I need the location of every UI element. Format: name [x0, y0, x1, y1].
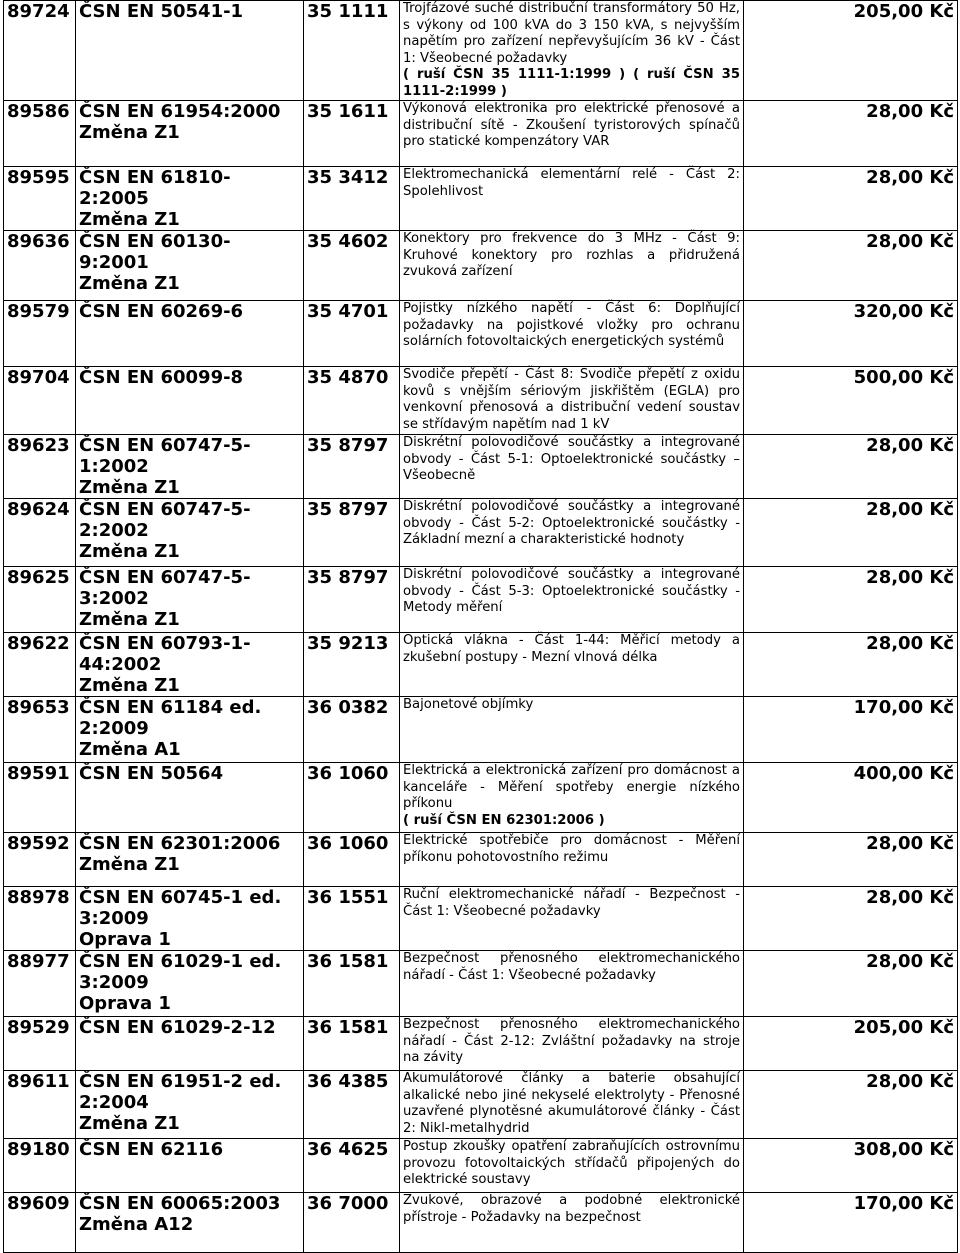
classification-code: 35 1611: [304, 101, 400, 167]
standard-title-text: Diskrétní polovodičové součástky a integrované obvody - Část 5-3: Optoelektronické součástky - Metody měření: [403, 567, 740, 615]
classification-code: 36 1060: [304, 763, 400, 833]
table-row: [4, 833, 958, 887]
classification-code: 36 1060: [304, 833, 400, 887]
standard-designation: [76, 1071, 304, 1139]
table-row: [4, 167, 958, 231]
standard-title: [400, 499, 744, 567]
standard-designation: [76, 951, 304, 1017]
standard-title-text: Bezpečnost přenosného elektromechanického nářadí - Část 2-12: Zvláštní požadavky na stroje na závity: [403, 1017, 740, 1065]
standard-title-text: Bajonetové objímky: [403, 697, 534, 712]
standard-title-text: Elektrické spotřebiče pro domácnost - Měření příkonu pohotovostního režimu: [403, 833, 740, 865]
standard-designation-line: ČSN EN 60747-5-: [79, 567, 251, 588]
catalog-number: 89623: [4, 435, 76, 499]
price: 308,00 Kč: [744, 1139, 958, 1193]
standard-title: [400, 231, 744, 301]
standard-designation-line: ČSN EN 61029-1 ed.: [79, 951, 282, 972]
standard-title: [400, 633, 744, 697]
table-row: [4, 1139, 958, 1193]
table-row: [4, 435, 958, 499]
standard-designation-line: Změna A1: [79, 739, 181, 760]
standard-title-text: Elektromechanická elementární relé - Část 2: Spolehlivost: [403, 167, 740, 199]
price: 28,00 Kč: [744, 833, 958, 887]
catalog-number: 88977: [4, 951, 76, 1017]
standard-designation-line: ČSN EN 61184 ed.: [79, 697, 262, 718]
standard-designation-line: Změna Z1: [79, 609, 180, 630]
standards-table-body: [4, 1, 958, 1253]
catalog-number: 89592: [4, 833, 76, 887]
table-row: [4, 633, 958, 697]
price: 28,00 Kč: [744, 887, 958, 951]
standard-designation-line: ČSN EN 61951-2 ed.: [79, 1071, 282, 1092]
table-row: [4, 1071, 958, 1139]
price: 170,00 Kč: [744, 1193, 958, 1253]
classification-code: 36 1581: [304, 1017, 400, 1071]
catalog-number: 89529: [4, 1017, 76, 1071]
replacement-note: ( ruší ČSN 35 1111-1:1999 ) ( ruší ČSN 35 1111-2:1999 ): [403, 67, 740, 99]
standard-designation: [76, 697, 304, 763]
price: 28,00 Kč: [744, 1071, 958, 1139]
price: 500,00 Kč: [744, 367, 958, 435]
standard-title-text: Výkonová elektronika pro elektrické přenosové a distribuční sítě - Zkoušení tyristorových spínačů pro statické kompenzátory VAR: [403, 101, 740, 149]
standard-designation-line: 44:2002: [79, 654, 162, 675]
standard-designation-line: ČSN EN 60747-5-: [79, 499, 251, 520]
standard-designation-line: 2:2002: [79, 520, 149, 541]
standard-designation-line: Změna Z1: [79, 675, 180, 696]
standard-designation-line: ČSN EN 60269-6: [79, 301, 244, 322]
standard-designation: [76, 763, 304, 833]
standard-designation-line: Změna Z1: [79, 854, 180, 875]
classification-code: 35 9213: [304, 633, 400, 697]
standard-designation-line: ČSN EN 60747-5-: [79, 435, 251, 456]
standard-title-text: Bezpečnost přenosného elektromechanického nářadí - Část 1: Všeobecné požadavky: [403, 951, 740, 983]
standard-designation-line: Změna Z1: [79, 477, 180, 498]
price: 28,00 Kč: [744, 101, 958, 167]
catalog-number: 89595: [4, 167, 76, 231]
classification-code: 35 4870: [304, 367, 400, 435]
price: 28,00 Kč: [744, 435, 958, 499]
table-row: [4, 1, 958, 101]
standard-title: [400, 833, 744, 887]
standard-designation: [76, 367, 304, 435]
standard-title: [400, 301, 744, 367]
standard-title-text: Ruční elektromechanické nářadí - Bezpečnost - Část 1: Všeobecné požadavky: [403, 887, 740, 919]
price: 205,00 Kč: [744, 1017, 958, 1071]
catalog-number: 88978: [4, 887, 76, 951]
standard-designation: [76, 887, 304, 951]
standard-designation: [76, 567, 304, 633]
standard-title-text: Optická vlákna - Část 1-44: Měřicí metody a zkušební postupy - Mezní vlnová délka: [403, 633, 740, 665]
standard-title: [400, 367, 744, 435]
standard-designation-line: Změna A12: [79, 1214, 194, 1235]
table-row: [4, 1017, 958, 1071]
catalog-number: 89586: [4, 101, 76, 167]
catalog-number: 89653: [4, 697, 76, 763]
price: 28,00 Kč: [744, 633, 958, 697]
standard-title-text: Diskrétní polovodičové součástky a integrované obvody - Část 5-1: Optoelektronické součástky – Všeobecně: [403, 435, 740, 483]
classification-code: 35 8797: [304, 567, 400, 633]
price: 205,00 Kč: [744, 1, 958, 101]
standard-title-text: Konektory pro frekvence do 3 MHz - Část 9: Kruhové konektory pro rozhlas a přidružená zvuková zařízení: [403, 231, 740, 279]
standard-title-text: Zvukové, obrazové a podobné elektronické přístroje - Požadavky na bezpečnost: [403, 1193, 740, 1225]
standard-designation-line: 1:2002: [79, 456, 149, 477]
standard-designation-line: 9:2001: [79, 252, 149, 273]
catalog-number: 89611: [4, 1071, 76, 1139]
standard-designation: [76, 231, 304, 301]
standard-title: [400, 951, 744, 1017]
standard-designation: [76, 435, 304, 499]
standard-designation-line: 3:2002: [79, 588, 149, 609]
standard-designation-line: 3:2009: [79, 972, 149, 993]
replacement-note: ( ruší ČSN EN 62301:2006 ): [403, 812, 605, 828]
catalog-number: 89704: [4, 367, 76, 435]
classification-code: 36 7000: [304, 1193, 400, 1253]
standard-designation-line: Oprava 1: [79, 929, 171, 950]
standard-designation-line: ČSN EN 62301:2006: [79, 833, 281, 854]
standard-title: [400, 1139, 744, 1193]
table-row: [4, 887, 958, 951]
catalog-number: 89180: [4, 1139, 76, 1193]
classification-code: 35 3412: [304, 167, 400, 231]
standard-designation-line: 2:2004: [79, 1092, 149, 1113]
catalog-number: 89609: [4, 1193, 76, 1253]
standard-designation-line: ČSN EN 50564: [79, 763, 224, 784]
catalog-number: 89624: [4, 499, 76, 567]
classification-code: 36 0382: [304, 697, 400, 763]
standard-designation-line: ČSN EN 50541-1: [79, 1, 244, 22]
standards-table: [3, 0, 958, 1253]
price: 28,00 Kč: [744, 167, 958, 231]
catalog-number: 89579: [4, 301, 76, 367]
table-row: [4, 367, 958, 435]
standard-designation-line: ČSN EN 60065:2003: [79, 1193, 281, 1214]
standard-designation: [76, 1193, 304, 1253]
standard-title: [400, 567, 744, 633]
standard-title-text: Pojistky nízkého napětí - Část 6: Doplňující požadavky na pojistkové vložky pro ochranu solárních fotovoltaických energetických systémů: [403, 301, 740, 349]
price: 28,00 Kč: [744, 231, 958, 301]
catalog-number: 89724: [4, 1, 76, 101]
standard-designation-line: Změna Z1: [79, 273, 180, 294]
standard-designation: [76, 833, 304, 887]
catalog-number: 89636: [4, 231, 76, 301]
standard-title: [400, 697, 744, 763]
standard-title-text: Postup zkoušky opatření zabraňujících ostrovnímu provozu fotovoltaických střídačů připojených do elektrické soustavy: [403, 1139, 740, 1187]
classification-code: 35 8797: [304, 499, 400, 567]
standard-designation-line: 2:2005: [79, 188, 149, 209]
classification-code: 36 4625: [304, 1139, 400, 1193]
standard-designation-line: ČSN EN 60745-1 ed.: [79, 887, 282, 908]
standard-title: [400, 887, 744, 951]
standard-title: [400, 1193, 744, 1253]
table-row: [4, 951, 958, 1017]
standard-designation: [76, 101, 304, 167]
standard-title-text: Svodiče přepětí - Část 8: Svodiče přepětí z oxidu kovů s vnějším sériovým jiskřištěm (EGLA) pro venkovní přenosová a distribuční vedení soustav se střídavým napětím nad 1 kV: [403, 367, 740, 432]
classification-code: 35 4701: [304, 301, 400, 367]
table-row: [4, 567, 958, 633]
standard-designation: [76, 167, 304, 231]
standard-title: [400, 1017, 744, 1071]
standard-designation-line: ČSN EN 62116: [79, 1139, 224, 1160]
price: 170,00 Kč: [744, 697, 958, 763]
classification-code: 36 4385: [304, 1071, 400, 1139]
standard-designation-line: Změna Z1: [79, 122, 180, 143]
price: 320,00 Kč: [744, 301, 958, 367]
standard-title-text: Akumulátorové články a baterie obsahující alkalické nebo jiné nekyselé elektrolyty - Přenosné uzavřené plynotěsné akumulátorové články - Část 2: Nikl-metalhydrid: [403, 1071, 740, 1136]
standard-designation: [76, 633, 304, 697]
standard-designation: [76, 1139, 304, 1193]
standard-title-text: Trojfázové suché distribuční transformátory 50 Hz, s výkony od 100 kVA do 3 150 kVA, s nejvyšším napětím pro zařízení nepřevyšujícím 36 kV - Část 1: Všeobecné požadavky: [403, 1, 740, 66]
standard-title-text: Elektrická a elektronická zařízení pro domácnost a kanceláře - Měření spotřeby energie nízkého příkonu: [403, 763, 740, 811]
classification-code: 35 4602: [304, 231, 400, 301]
table-row: [4, 499, 958, 567]
standard-designation-line: Změna Z1: [79, 1113, 180, 1134]
price: 28,00 Kč: [744, 951, 958, 1017]
catalog-number: 89625: [4, 567, 76, 633]
standard-title: [400, 1071, 744, 1139]
table-row: [4, 231, 958, 301]
standard-title: [400, 101, 744, 167]
standard-designation: [76, 499, 304, 567]
table-row: [4, 101, 958, 167]
classification-code: 35 1111: [304, 1, 400, 101]
table-row: [4, 1193, 958, 1253]
standard-designation-line: ČSN EN 60130-: [79, 231, 231, 252]
catalog-number: 89622: [4, 633, 76, 697]
standard-title-text: Diskrétní polovodičové součástky a integrované obvody - Část 5-2: Optoelektronické součástky - Základní mezní a charakteristické hodnoty: [403, 499, 740, 547]
classification-code: 36 1551: [304, 887, 400, 951]
standard-title: [400, 1, 744, 101]
standard-title: [400, 763, 744, 833]
standard-designation-line: Změna Z1: [79, 209, 180, 230]
standard-designation-line: Oprava 1: [79, 993, 171, 1014]
standard-designation-line: 2:2009: [79, 718, 149, 739]
price: 28,00 Kč: [744, 567, 958, 633]
standard-designation: [76, 1, 304, 101]
standard-designation-line: ČSN EN 61810-: [79, 167, 231, 188]
catalog-number: 89591: [4, 763, 76, 833]
standard-title: [400, 167, 744, 231]
standard-designation-line: ČSN EN 60793-1-: [79, 633, 251, 654]
standard-designation: [76, 301, 304, 367]
standard-designation-line: ČSN EN 60099-8: [79, 367, 244, 388]
standard-designation: [76, 1017, 304, 1071]
classification-code: 36 1581: [304, 951, 400, 1017]
price: 400,00 Kč: [744, 763, 958, 833]
table-row: [4, 697, 958, 763]
price: 28,00 Kč: [744, 499, 958, 567]
standard-designation-line: Změna Z1: [79, 541, 180, 562]
standard-designation-line: ČSN EN 61029-2-12: [79, 1017, 276, 1038]
table-row: [4, 301, 958, 367]
table-row: [4, 763, 958, 833]
standard-designation-line: 3:2009: [79, 908, 149, 929]
standard-designation-line: ČSN EN 61954:2000: [79, 101, 281, 122]
classification-code: 35 8797: [304, 435, 400, 499]
standard-title: [400, 435, 744, 499]
